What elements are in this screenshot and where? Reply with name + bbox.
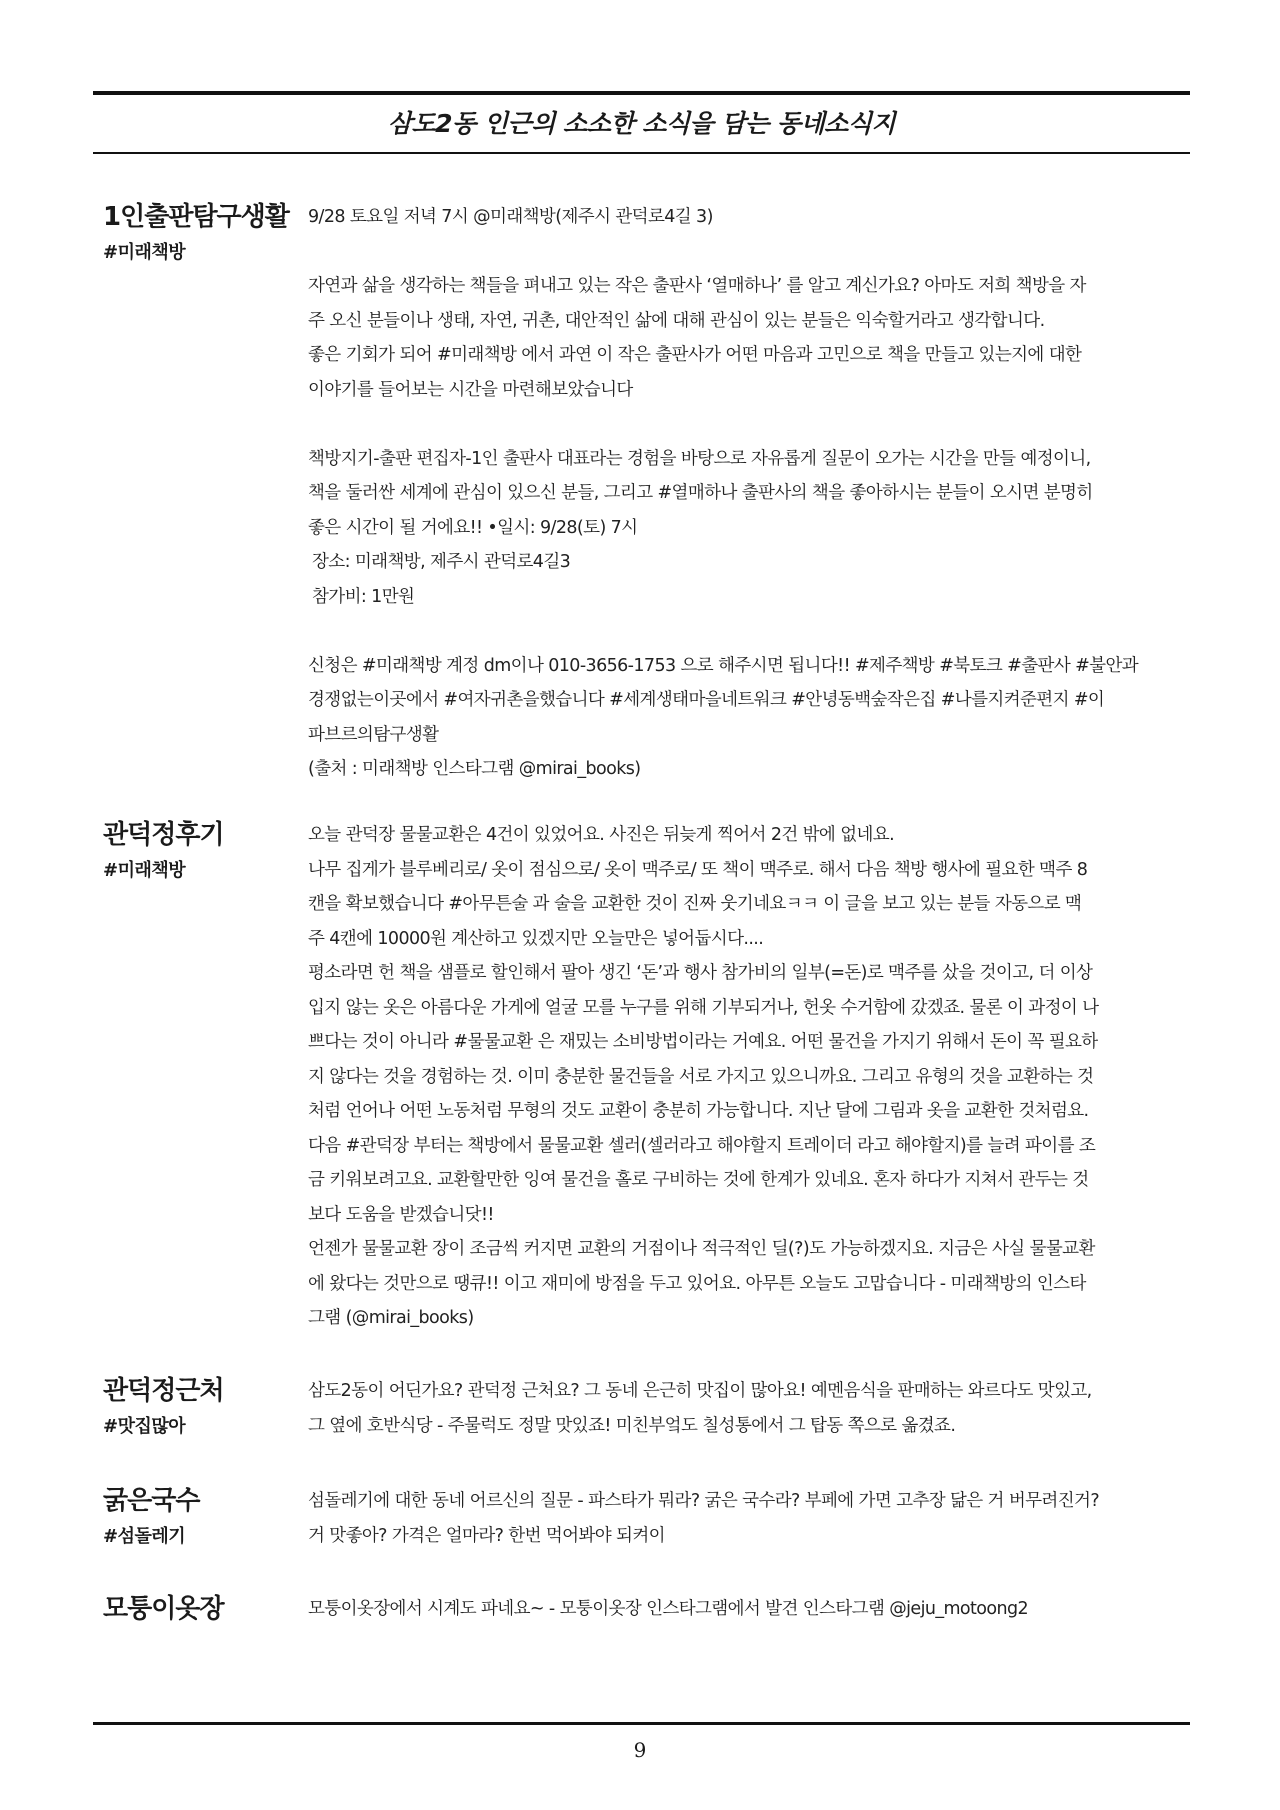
body-line: 9/28 토요일 저녁 7시 @미래책방(제주시 관덕로4길 3) — [308, 207, 713, 227]
section-title: 1인출판탐구생활 — [103, 202, 289, 232]
body-line: 평소라면 헌 책을 샘플로 할인해서 팔아 생긴 ‘돈’과 행사 참가비의 일부(=돈)로 맥주를 샀을 것이고, 더 이상 — [308, 963, 1093, 983]
body-line: 캔을 확보했습니다 #아무튼술 과 술을 교환한 것이 진짜 웃기네요ㅋㅋ 이 글을 보고 있는 분들 자동으로 맥 — [308, 894, 1082, 914]
section-title: 관덕정후기 — [103, 820, 224, 850]
body-line: 다음 #관덕장 부터는 책방에서 물물교환 셀러(셀러라고 해야할지 트레이더 라고 해야할지)를 늘려 파이를 조 — [308, 1135, 1096, 1156]
body-line: 나무 집게가 블루베리로/ 옷이 점심으로/ 옷이 맥주로/ 또 책이 맥주로. 해서 다음 책방 행사에 필요한 맥주 8 — [308, 859, 1088, 880]
body-line: 모퉁이옷장에서 시계도 파네요~ - 모퉁이옷장 인스타그램에서 발견 인스타그램 @jeju_motoong2 — [308, 1599, 1029, 1619]
body-line: 입지 않는 옷은 아름다운 가게에 얼굴 모를 누구를 위해 기부되거나, 헌옷 수거함에 갔겠죠. 물론 이 과정이 나 — [308, 997, 1099, 1018]
body-line: 주 오신 분들이나 생태, 자연, 귀촌, 대안적인 삶에 대해 관심이 있는 분들은 익숙할거라고 생각합니다. — [308, 310, 1045, 331]
section-tag: #섬돌레기 — [103, 1526, 186, 1547]
body-line: 언젠가 물물교환 장이 조금씩 커지면 교환의 거점이나 적극적인 딜(?)도 가능하겠지요. 지금은 사실 물물교환 — [308, 1239, 1095, 1259]
footer-rule — [93, 1722, 1190, 1725]
section-tag: #맛집많아 — [103, 1416, 186, 1437]
section-body — [308, 818, 1190, 1336]
body-line: 장소: 미래책방, 제주시 관덕로4길3 — [312, 552, 571, 572]
body-line: 보다 도움을 받겠습니닷!! — [308, 1204, 494, 1225]
section-title: 모퉁이옷장 — [103, 1594, 224, 1624]
body-line: 책을 둘러싼 세계에 관심이 있으신 분들, 그리고 #열매하나 출판사의 책을 좋아하시는 분들이 오시면 분명히 — [308, 483, 1093, 503]
body-line: 쁘다는 것이 아니라 #물물교환 은 재밌는 소비방법이라는 거예요. 어떤 물건을 가지기 위해서 돈이 꼭 필요하 — [308, 1032, 1098, 1052]
paragraph-gap — [308, 407, 1190, 442]
body-line: 금 키워보려고요. 교환할만한 잉여 물건을 홀로 구비하는 것에 한계가 있네요. 혼자 하다가 지쳐서 관두는 것 — [308, 1170, 1089, 1190]
body-line: 주 4캔에 10000원 계산하고 있겠지만 오늘만은 넣어둡시다.... — [308, 928, 764, 949]
section-body — [308, 1592, 1190, 1627]
body-line: 신청은 #미래책방 계정 dm이나 010-3656-1753 으로 해주시면 됩니다!! #제주책방 #북토크 #출판사 #불안과 — [308, 655, 1139, 676]
body-line: 좋은 기회가 되어 #미래책방 에서 과연 이 작은 출판사가 어떤 마음과 고민으로 책을 만들고 있는지에 대한 — [308, 345, 1082, 365]
newsletter-header-title: 삼도2동 인근의 소소한 소식을 담는 동네소식지 — [387, 109, 896, 138]
body-line: 파브르의탐구생활 — [308, 724, 439, 745]
page-number: 9 — [633, 1738, 647, 1762]
body-line: 삼도2동이 어딘가요? 관덕정 근처요? 그 동네 은근히 맛집이 많아요! 예멘음식을 판매하는 와르다도 맛있고, — [308, 1381, 1092, 1401]
section-body — [308, 1484, 1190, 1553]
body-line: 그램 (@mirai_books) — [308, 1308, 474, 1328]
section-tag: #미래책방 — [103, 242, 186, 263]
body-line: (출처 : 미래책방 인스타그램 @mirai_books) — [308, 759, 641, 779]
body-line: 참가비: 1만원 — [312, 586, 415, 607]
section-tag: #미래책방 — [103, 860, 186, 881]
body-line: 섬돌레기에 대한 동네 어르신의 질문 - 파스타가 뭐라? 굵은 국수라? 부페에 가면 고추장 닮은 거 버무려진거? — [308, 1491, 1100, 1511]
header-rule — [93, 152, 1190, 154]
body-line: 이야기를 들어보는 시간을 마련해보았습니다 — [308, 379, 633, 400]
body-line: 좋은 시간이 될 거에요!! •일시: 9/28(토) 7시 — [308, 517, 638, 538]
body-line: 지 않다는 것을 경험하는 것. 이미 충분한 물건들을 서로 가지고 있으니까요. 그리고 유형의 것을 교환하는 것 — [308, 1066, 1094, 1087]
section-title: 굵은국수 — [103, 1486, 200, 1516]
body-line: 오늘 관덕장 물물교환은 4건이 있었어요. 사진은 뒤늦게 찍어서 2건 밖에 없네요. — [308, 825, 895, 845]
section-body — [308, 1374, 1190, 1443]
body-line: 책방지기-출판 편집자-1인 출판사 대표라는 경험을 바탕으로 자유롭게 질문이 오가는 시간을 만들 예정이니, — [308, 448, 1091, 469]
body-line: 처럼 언어나 어떤 노동처럼 무형의 것도 교환이 충분히 가능합니다. 지난 달에 그림과 옷을 교환한 것처럼요. — [308, 1101, 1089, 1121]
section-title: 관덕정근처 — [103, 1376, 224, 1406]
body-line: 에 왔다는 것만으로 땡큐!! 이고 재미에 방점을 두고 있어요. 아무튼 오늘도 고맙습니다 - 미래책방의 인스타 — [308, 1273, 1086, 1294]
body-line: 자연과 삶을 생각하는 책들을 펴내고 있는 작은 출판사 ‘열매하나’ 를 알고 계신가요? 아마도 저희 책방을 자 — [308, 276, 1086, 296]
top-rule — [93, 91, 1190, 95]
body-line: 거 맛좋아? 가격은 얼마라? 한번 먹어봐야 되켜이 — [308, 1525, 665, 1546]
body-line: 경쟁없는이곳에서 #여자귀촌을했습니다 #세계생태마을네트워크 #안녕동백숲작은집 #나를지켜준편지 #이 — [308, 690, 1105, 710]
paragraph-gap — [308, 614, 1190, 649]
paragraph-gap — [308, 235, 1190, 270]
section-body — [308, 200, 1190, 787]
body-line: 그 옆에 호반식당 - 주물럭도 정말 맛있죠! 미친부엌도 칠성통에서 그 탑동 쪽으로 옮겼죠. — [308, 1415, 956, 1436]
